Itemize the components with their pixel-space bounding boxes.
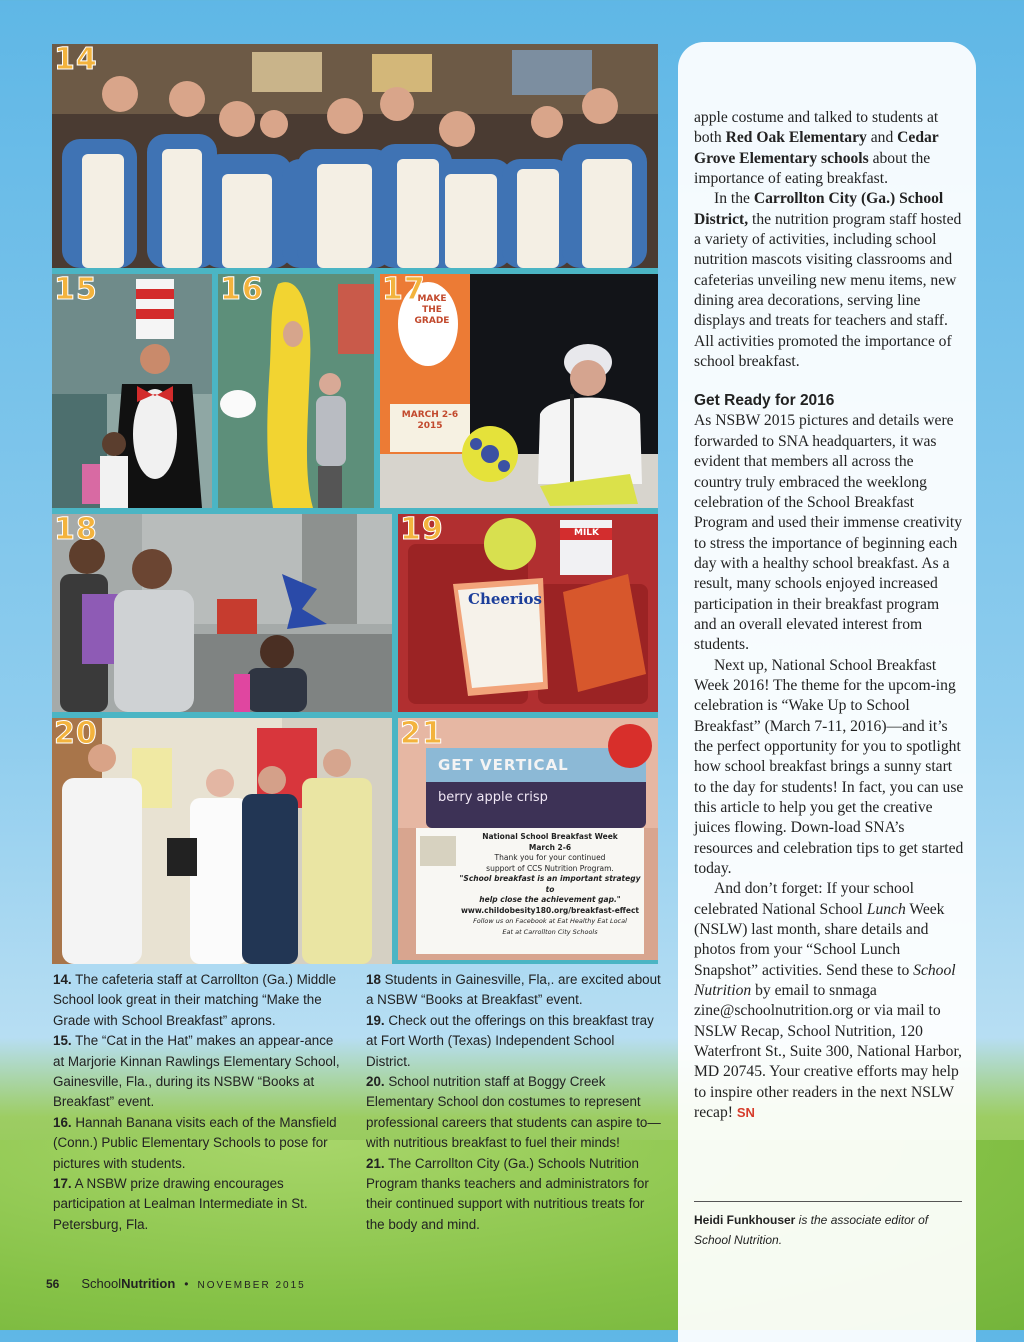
text-run: by email to snmaga zine@schoolnutrition.org or via mail to NSLW Recap, School Nutrition, 120 Waterfront St., Suite 300, National Harbor, MD 20745. Your creative efforts may help to inspire other readers in the next NSLW recap!	[694, 982, 962, 1122]
text-run: Week (NSLW) last month, share details and photos from your “School Lunch Snapshot” activities. Send these to	[694, 900, 945, 979]
photo-14-image	[52, 44, 658, 268]
box-date-text: MARCH 2-6 2015	[401, 410, 459, 431]
caption-number: 21.	[366, 1155, 385, 1171]
photo-number: 17	[382, 274, 426, 307]
photo-21	[398, 718, 658, 960]
caption-21	[366, 1154, 662, 1236]
photo-20-image	[52, 718, 392, 964]
caption-number: 20.	[366, 1074, 385, 1090]
caption-19	[366, 1011, 662, 1072]
photo-18	[52, 514, 392, 712]
caption-text: The cafeteria staff at Carrollton (Ga.) Middle School look great in their matching “Make the Grade with School Breakfast” aprons.	[53, 972, 337, 1028]
captions-left	[53, 970, 343, 1235]
issue-date: NOVEMBER 2015	[197, 1280, 306, 1291]
card-line: help close the achievement gap."	[479, 895, 621, 904]
photo-16-image	[218, 274, 374, 508]
school-name: Red Oak Elementary	[725, 129, 867, 147]
section-heading: Get Ready for 2016	[694, 392, 835, 410]
article-paragraph	[694, 108, 964, 189]
magazine-name-part: School	[81, 1276, 122, 1291]
author-role: is the associate editor of School Nutrition.	[694, 1213, 929, 1247]
page-number: 56	[46, 1277, 60, 1291]
page-footer	[46, 1276, 306, 1291]
photo-number: 21	[400, 718, 444, 751]
milk-label: MILK	[574, 528, 600, 538]
bar-brand-text: GET VERTICAL	[438, 756, 569, 774]
separator: •	[184, 1277, 189, 1291]
photo-number: 15	[54, 274, 98, 307]
caption-number: 18	[366, 972, 381, 987]
text-run: and	[866, 129, 898, 147]
photo-17	[380, 274, 658, 508]
district-name: Carrollton City (Ga.) School District,	[694, 190, 944, 228]
end-mark: SN	[736, 1105, 755, 1121]
card-title: National School Breakfast Week	[482, 832, 618, 841]
text-run: the nutrition program staff hosted a variety of activities, including school nutrition mascots visiting classrooms and cafeterias unveiling new menu items, new dining area decorations, serving line displays and treats for teachers and staff. All activities promoted the importance of school breakfast.	[694, 210, 962, 371]
photo-number: 14	[54, 44, 98, 77]
caption-15	[53, 1031, 343, 1113]
captions-right	[366, 970, 662, 1235]
caption-16	[53, 1113, 343, 1174]
caption-text: Students in Gainesville, Fla,. are excited about a NSBW “Books at Breakfast” event.	[366, 972, 661, 1008]
card-line: "School breakfast is an important strategy to	[459, 874, 641, 894]
article-paragraph: Next up, National School Breakfast Week 2016! The theme for the upcom-ing celebration is “Wake Up to School Breakfast” (March 7-11, 2016)—and it’s the perfect opportunity for you to spotlight how school breakfast brings a sunny start to the day for students! In fact, you can use this article to help you get the creative juices flowing. Down-load SNA’s resources and celebration tips to get started today.	[694, 656, 964, 878]
bar-flavor-text: berry apple crisp	[438, 790, 548, 805]
article-paragraph	[694, 879, 964, 1123]
caption-text: The “Cat in the Hat” makes an appear-ance at Marjorie Kinnan Rawlings Elementary School, Gainesville, Fla., during its NSBW “Books at Breakfast” event.	[53, 1033, 340, 1110]
caption-14	[53, 970, 343, 1031]
caption-20	[366, 1072, 662, 1154]
text-run: about the importance of eating breakfast.	[694, 149, 931, 188]
caption-number: 17.	[53, 1176, 72, 1192]
photo-20	[52, 718, 392, 964]
text-run: apple costume and talked to students at both	[694, 109, 939, 147]
caption-17	[53, 1174, 343, 1235]
photo-14	[52, 44, 658, 268]
divider	[694, 1201, 962, 1202]
photo-number: 18	[54, 514, 98, 547]
photo-collage	[52, 44, 658, 964]
text-run: In the	[714, 190, 754, 208]
photo-16	[218, 274, 374, 508]
caption-number: 15.	[53, 1033, 72, 1049]
card-line: Thank you for your continued	[494, 853, 606, 862]
text-run: And don’t forget: If your school celebrated National School	[694, 880, 914, 918]
photo-19	[398, 514, 658, 712]
caption-text: The Carrollton City (Ga.) Schools Nutrition Program thanks teachers and administrators for their continued support with nutritious treats for the body and mind.	[366, 1155, 649, 1232]
photo-number: 16	[220, 274, 264, 307]
photo-15	[52, 274, 212, 508]
caption-number: 19.	[366, 1012, 385, 1028]
caption-text: Check out the offerings on this breakfast tray at Fort Worth (Texas) Independent School District.	[366, 1012, 654, 1069]
photo-15-image	[52, 274, 212, 508]
card-line: Eat at Carrollton City Schools	[502, 927, 598, 936]
article-paragraph: As NSBW 2015 pictures and details were forwarded to SNA headquarters, it was evident that members all across the country truly embraced the weeklong celebration of the School Breakfast Program and used their immense creativity to stress the importance of beginning each day with a healthy school breakfast. As a result, many schools enjoyed increased participation in their breakfast program and an overall elevated interest from students.	[694, 412, 963, 654]
caption-number: 16.	[53, 1114, 72, 1130]
article-paragraph	[694, 189, 964, 372]
author-byline	[694, 1210, 966, 1250]
caption-text: A NSBW prize drawing encourages participation at Lealman Intermediate in St. Petersburg, Fla.	[53, 1176, 308, 1232]
caption-number: 14.	[53, 972, 72, 987]
card-line: support of CCS Nutrition Program.	[486, 863, 614, 873]
school-name: Cedar Grove Elementary schools	[694, 129, 939, 167]
photo-18-image	[52, 514, 392, 712]
card-line: Follow us on Facebook at Eat Healthy Eat Local	[473, 917, 627, 925]
article-body	[694, 108, 964, 1124]
photo-number: 20	[54, 718, 98, 751]
caption-18	[366, 970, 662, 1011]
card-url: www.childobesity180.org/breakfast-effect	[460, 905, 639, 915]
author-name: Heidi Funkhouser	[694, 1213, 796, 1227]
cheerios-label: Cheerios	[468, 590, 542, 608]
photo-number: 19	[400, 514, 444, 547]
card-date: March 2-6	[528, 842, 572, 852]
italic-text: Lunch	[866, 900, 906, 918]
caption-text: Hannah Banana visits each of the Mansfield (Conn.) Public Elementary Schools to pose for pictures with students.	[53, 1114, 337, 1171]
thank-you-card	[458, 832, 642, 937]
sign-text: MAKE THE GRADE	[414, 294, 450, 326]
magazine-name-part: Nutrition	[121, 1276, 176, 1291]
italic-text: School Nutrition	[694, 961, 956, 1000]
caption-text: School nutrition staff at Boggy Creek Elementary School don costumes to represent professional careers that students can aspire to—with nutritious breakfast to fuel their minds!	[366, 1074, 661, 1151]
